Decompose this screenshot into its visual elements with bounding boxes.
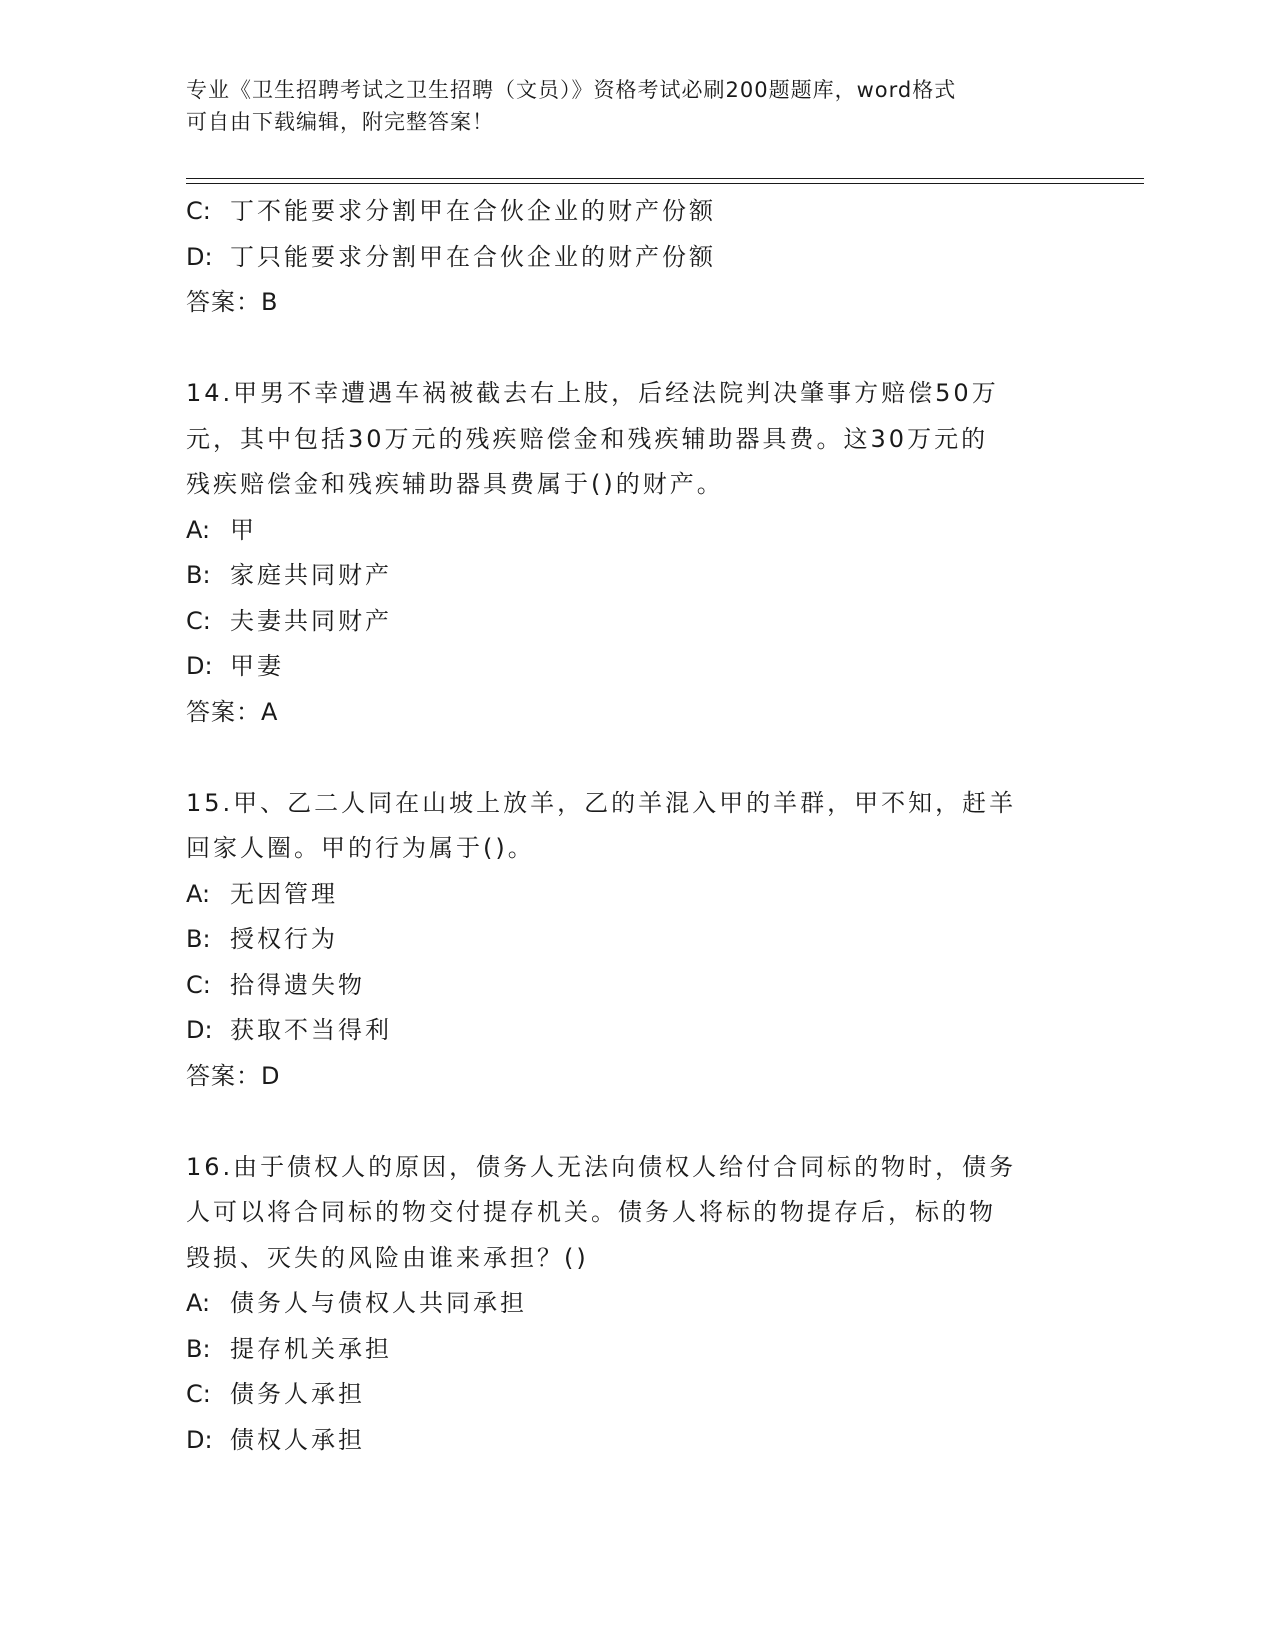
question-text-line: 15.甲、乙二人同在山坡上放羊，乙的羊混入甲的羊群，甲不知，赶羊: [186, 788, 1017, 817]
option-b: [186, 917, 1086, 963]
question-text-line: 14.甲男不幸遭遇车祸被截去右上肢，后经法院判决肇事方赔偿50万: [186, 379, 999, 407]
question-text-line: 毁损、灭失的风险由谁来承担？(): [186, 1243, 589, 1272]
option-a: [186, 508, 1086, 554]
option-d: [186, 1008, 1086, 1054]
option-label: D:: [186, 242, 213, 271]
option-text: 债务人承担: [230, 1380, 365, 1408]
question-13-tail: [186, 189, 1086, 326]
option-c: [186, 963, 1086, 1009]
option-label: C:: [186, 197, 211, 225]
document-body: [186, 189, 1086, 1463]
option-label: B:: [186, 1334, 211, 1363]
option-label: D:: [186, 1016, 213, 1044]
option-label: A:: [186, 1289, 211, 1317]
option-text: 授权行为: [230, 925, 338, 953]
option-label: A:: [186, 879, 211, 908]
option-a: [186, 1281, 1086, 1327]
header-line-1: 专业《卫生招聘考试之卫生招聘（文员）》资格考试必刷200题题库，word格式: [186, 78, 957, 102]
question-text-line: 人可以将合同标的物交付提存机关。债务人将标的物提存后，标的物: [186, 1198, 996, 1226]
option-d: [186, 235, 1086, 281]
option-b: [186, 553, 1086, 599]
spacer: [186, 1099, 1086, 1145]
answer-line: 答案：D: [186, 1061, 281, 1090]
option-a: [186, 872, 1086, 918]
question-14: [186, 371, 1086, 735]
header-divider: [186, 178, 1144, 184]
question-16: [186, 1145, 1086, 1464]
option-label: D:: [186, 1425, 213, 1454]
option-d: [186, 1418, 1086, 1464]
header-line-2: 可自由下载编辑，附完整答案！: [186, 110, 494, 134]
answer-line: 答案：B: [186, 288, 279, 316]
page-header: [186, 74, 1086, 138]
question-text-line: 16.由于债权人的原因，债务人无法向债权人给付合同标的物时，债务: [186, 1152, 1017, 1181]
option-text: 拾得遗失物: [230, 970, 365, 999]
option-text: 无因管理: [230, 879, 338, 908]
option-text: 丁不能要求分割甲在合伙企业的财产份额: [230, 197, 716, 225]
option-c: [186, 599, 1086, 645]
option-label: B:: [186, 925, 211, 953]
spacer: [186, 326, 1086, 372]
spacer: [186, 735, 1086, 781]
option-label: A:: [186, 515, 211, 544]
question-text-line: 残疾赔偿金和残疾辅助器具费属于()的财产。: [186, 470, 724, 498]
option-c: [186, 189, 1086, 235]
option-label: D:: [186, 652, 213, 680]
option-label: C:: [186, 970, 211, 999]
option-label: C:: [186, 606, 211, 635]
option-b: [186, 1327, 1086, 1373]
answer-line: 答案：A: [186, 697, 279, 726]
option-text: 家庭共同财产: [230, 561, 392, 589]
question-text-line: 回家人圈。甲的行为属于()。: [186, 834, 535, 862]
option-text: 甲: [230, 515, 257, 544]
option-text: 债权人承担: [230, 1425, 365, 1454]
option-c: [186, 1372, 1086, 1418]
option-d: [186, 644, 1086, 690]
question-15: [186, 781, 1086, 1100]
option-text: 债务人与债权人共同承担: [230, 1289, 527, 1317]
question-text-line: 元，其中包括30万元的残疾赔偿金和残疾辅助器具费。这30万元的: [186, 424, 989, 453]
option-text: 获取不当得利: [230, 1016, 392, 1044]
option-label: B:: [186, 561, 211, 589]
option-text: 提存机关承担: [230, 1334, 392, 1363]
option-label: C:: [186, 1380, 211, 1408]
option-text: 丁只能要求分割甲在合伙企业的财产份额: [230, 242, 716, 271]
option-text: 甲妻: [230, 652, 284, 680]
option-text: 夫妻共同财产: [230, 606, 392, 635]
